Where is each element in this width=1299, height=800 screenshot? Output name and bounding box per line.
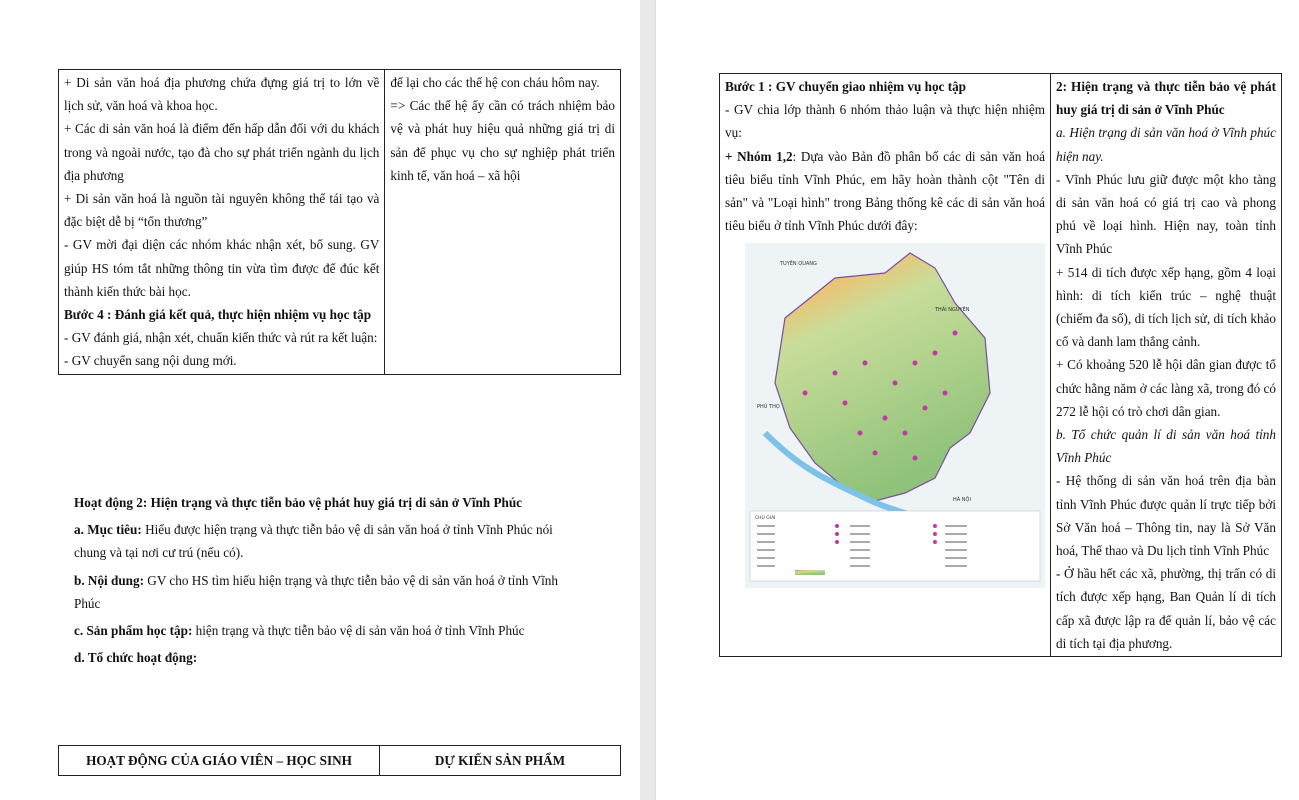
- paragraph: - GV đánh giá, nhận xét, chuẩn kiến thức và rút ra kết luận:: [64, 330, 378, 346]
- text: Hiểu được hiện trạng và thực tiễn bảo vệ di sản văn hoá ở tỉnh Vĩnh Phúc nói chung và tại nơi cư trú (nếu có).: [74, 522, 553, 561]
- group-label: + Nhóm 1,2: [725, 148, 793, 164]
- page-gap: [640, 0, 656, 800]
- paragraph: để lại cho các thế hệ con cháu hôm nay.: [390, 75, 600, 90]
- label: c. Sản phẩm học tập:: [74, 623, 193, 639]
- activity-table-header: [58, 745, 621, 776]
- map-label-thai-nguyen: THÁI NGUYÊN: [935, 307, 970, 314]
- paragraph: - GV chia lớp thành 6 nhóm thảo luận và thực hiện nhiệm vụ:: [725, 102, 1045, 141]
- map-legend: [750, 511, 1040, 581]
- legend-title: CHÚ GIẢI: [755, 516, 776, 522]
- paragraph: + Có khoảng 520 lễ hội dân gian được tổ chức hằng năm ở các làng xã, trong đó có 272 lễ hội có trò chơi dân gian.: [1056, 357, 1276, 419]
- organization-line: d. Tổ chức hoạt động:: [74, 650, 198, 666]
- content-line: [74, 569, 574, 615]
- map-label-tuyen-quang: TUYÊN QUANG: [780, 261, 817, 268]
- header-teacher-student: HOẠT ĐỘNG CỦA GIÁO VIÊN – HỌC SINH: [59, 746, 380, 776]
- activity-2-section: [74, 491, 574, 673]
- activity-2-title: Hoạt động 2: Hiện trạng và thực tiễn bảo vệ phát huy giá trị di sản ở Vĩnh Phúc: [74, 495, 523, 510]
- step-4-heading: Bước 4 : Đánh giá kết quả, thực hiện nhiệm vụ học tập: [64, 307, 372, 323]
- header-expected-product: DỰ KIẾN SẢN PHẨM: [380, 746, 621, 776]
- text: GV cho HS tìm hiểu hiện trạng và thực tiễn bảo vệ di sản văn hoá ở tỉnh Vĩnh Phúc: [74, 572, 558, 611]
- objective-line: [74, 518, 574, 564]
- group-task: [725, 145, 1045, 238]
- paragraph: + Di sản văn hoá địa phương chứa đựng giá trị to lớn về lịch sử, văn hoá và khoa học.: [64, 75, 380, 114]
- activity-table: [719, 73, 1282, 657]
- map-label-phu-tho: PHÚ THỌ: [757, 404, 780, 411]
- paragraph: + 514 di tích được xếp hạng, gồm 4 loại hình: di tích kiến trúc – nghệ thuật (chiếm đa số), di tích lịch sử, di tích khảo cổ và danh lam thắng cảnh.: [1056, 264, 1276, 350]
- continuation-table: [58, 69, 621, 375]
- expected-product-column: [1051, 74, 1282, 657]
- paragraph: - Hệ thống di sản văn hoá trên địa bàn tỉnh Vĩnh Phúc được quản lí trực tiếp bởi Sở Văn hoá – Thông tin, nay là Sở Văn hoá, Thể thao và Du lịch tỉnh Vĩnh Phúc: [1056, 473, 1276, 559]
- subsection-b-title: b. Tổ chức quản lí di sản văn hoá tỉnh Vĩnh Phúc: [1056, 427, 1276, 466]
- teacher-student-column: [59, 70, 385, 375]
- paragraph: - Vĩnh Phúc lưu giữ được một kho tàng di sản văn hoá có giá trị cao và phong phú về loại hình. Hiện nay, toàn tỉnh Vĩnh Phúc: [1056, 171, 1276, 257]
- map-image: [745, 243, 1045, 588]
- group-text: : Dựa vào Bản đồ phân bố các di sản văn hoá tiêu biểu tỉnh Vĩnh Phúc, em hãy hoàn thành cột "Tên di sản" và "Loại hình" trong Bảng thống kê các di sản văn hoá tiêu biểu ở tỉnh Vĩnh Phúc dưới đây:: [725, 148, 1045, 234]
- paragraph: => Các thế hệ ấy cần có trách nhiệm bảo vệ và phát huy hiệu quả những giá trị di sản để phục vụ cho sự nghiệp phát triển kinh tế, văn hoá – xã hội: [390, 98, 615, 183]
- expected-product-column: [385, 70, 621, 375]
- paragraph: - Ở hầu hết các xã, phường, thị trấn có di tích được xếp hạng, Ban Quản lí di tích cấp xã được lập ra để quản lí, bảo vệ các di tích tại địa phương.: [1056, 566, 1276, 651]
- section-2-title: 2: Hiện trạng và thực tiễn bảo vệ phát huy giá trị di sản ở Vĩnh Phúc: [1056, 79, 1276, 118]
- map-label-ha-noi: HÀ NỘI: [953, 497, 971, 504]
- paragraph: + Các di sản văn hoá là điểm đến hấp dẫn đối với du khách trong và ngoài nước, tạo đà cho sự phát triển ngành du lịch địa phương: [64, 121, 380, 183]
- step-1-heading: Bước 1 : GV chuyển giao nhiệm vụ học tập: [725, 79, 967, 94]
- subsection-a-title: a. Hiện trạng di sản văn hoá ở Vĩnh phúc hiện nay.: [1056, 125, 1276, 164]
- label: b. Nội dung:: [74, 572, 144, 588]
- document-page-left: [0, 0, 640, 800]
- paragraph: + Di sản văn hoá là nguồn tài nguyên không thể tái tạo và đặc biệt dễ bị “tổn thương”: [64, 191, 380, 230]
- vinh-phuc-heritage-map: [745, 243, 1045, 588]
- teacher-student-column: [720, 74, 1051, 657]
- paragraph: - GV chuyển sang nội dung mới.: [64, 353, 237, 369]
- product-line: [74, 619, 574, 642]
- paragraph: - GV mời đại diện các nhóm khác nhận xét, bổ sung. GV giúp HS tóm tắt những thông tin vừa tìm được để đúc kết thành kiến thức bài học.: [64, 237, 380, 299]
- text: hiện trạng và thực tiễn bảo vệ di sản văn hoá ở tỉnh Vĩnh Phúc: [192, 623, 525, 639]
- label: a. Mục tiêu:: [74, 522, 142, 538]
